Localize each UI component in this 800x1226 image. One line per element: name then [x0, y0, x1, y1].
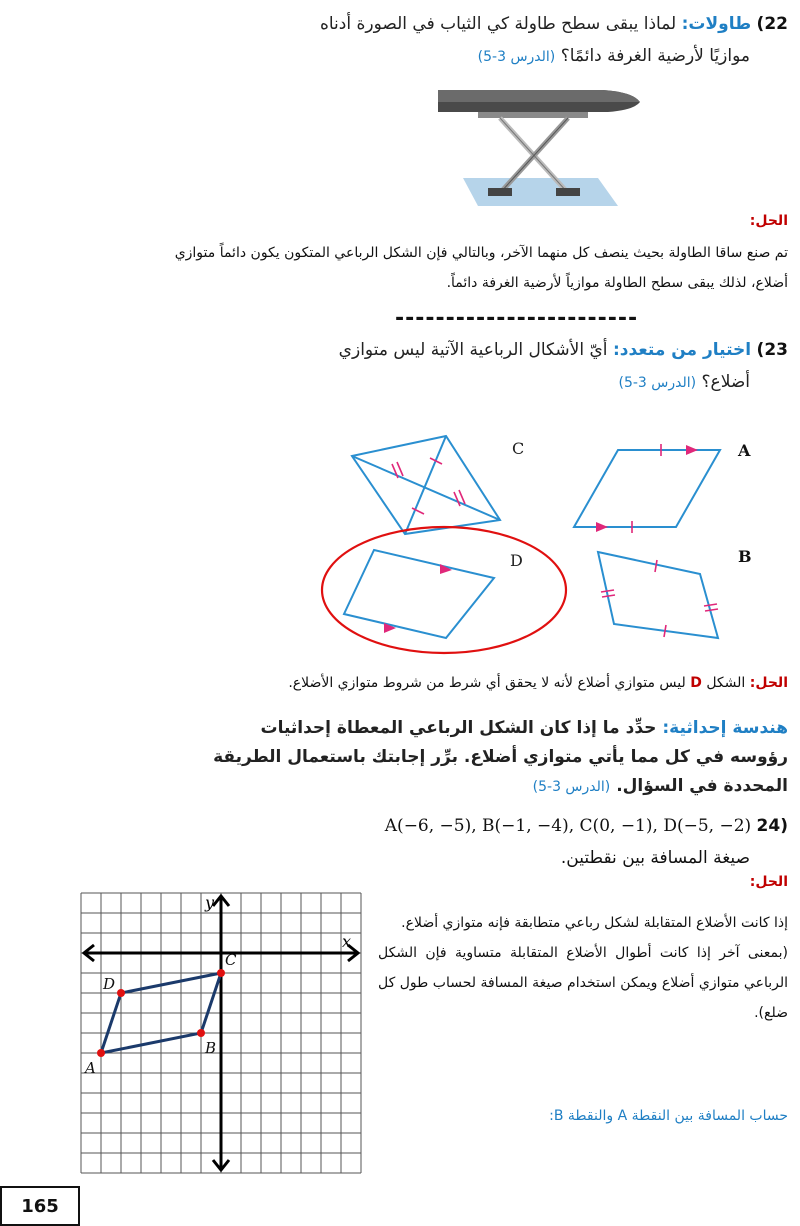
- question-23: [28, 334, 788, 399]
- solution-24-label: الحل:: [749, 874, 788, 890]
- shape-label: A: [738, 441, 751, 460]
- solution-text: (بمعنى آخر إذا كانت أطوال الأضلاع المتقابلة متساوية فإن الشكل الرباعي متوازي أضلاع ويمكن استخدام صيغة المسافة لحساب طول كل ضلع).: [378, 945, 788, 1021]
- answer-letter: D: [690, 675, 702, 691]
- point-label: B: [205, 1039, 217, 1057]
- x-axis-label: x: [342, 932, 352, 951]
- y-axis-label: y: [205, 893, 215, 912]
- point-label: D: [103, 975, 116, 993]
- solution-label: الحل:: [749, 675, 788, 691]
- solution-22: [12, 206, 788, 298]
- question-22: [28, 8, 788, 73]
- question-24: [68, 810, 788, 874]
- page-number: 165: [0, 1186, 80, 1226]
- section-text: رؤوسه في كل مما يأتي متوازي أضلاع. برِّر إجابتك باستعمال الطريقة: [213, 747, 788, 767]
- section-text: حدِّد ما إذا كان الشكل الرباعي المعطاة إحداثيات: [260, 718, 657, 738]
- question-title: طاولات:: [681, 14, 752, 34]
- question-title: اختيار من متعدد:: [612, 340, 752, 360]
- solution-24: [378, 908, 788, 1028]
- separator: ------------------------: [395, 306, 639, 331]
- solution-text: ليس متوازي أضلاع لأنه لا يحقق أي شرط من شروط متوازي الأضلاع.: [288, 675, 686, 691]
- question-text: لماذا يبقى سطح طاولة كي الثياب في الصورة أدناه: [319, 14, 677, 34]
- vertex-coordinates: A(−6, −5), B(−1, −4), C(0, −1), D(−5, −2): [384, 816, 752, 836]
- lesson-reference: (الدرس 3-5): [532, 779, 611, 795]
- quadrilateral-options: [0, 420, 800, 660]
- section-text: المحددة في السؤال.: [616, 776, 788, 796]
- shape-a: [574, 441, 751, 533]
- ironing-table-image: [418, 78, 648, 208]
- lesson-reference: (الدرس 3-5): [618, 375, 697, 391]
- highlight-circle: [322, 527, 566, 653]
- shape-label: B: [738, 547, 752, 566]
- shape-c: [352, 436, 524, 534]
- question-text: أضلاع؟: [701, 372, 750, 392]
- solution-text: الشكل: [706, 675, 746, 691]
- question-text: أيّ الأشكال الرباعية الآتية ليس متوازي: [338, 340, 608, 360]
- point-c: [217, 969, 225, 977]
- question-text: موازيًا لأرضية الغرفة دائمًا؟: [560, 46, 750, 66]
- shape-b: [598, 547, 752, 638]
- distance-heading: حساب المسافة بين النقطة A والنقطة B:: [549, 1108, 788, 1124]
- question-method: صيغة المسافة بين نقطتين.: [560, 848, 750, 868]
- shape-d: [322, 527, 566, 653]
- section-title: هندسة إحداثية:: [662, 718, 788, 738]
- solution-text: [12, 238, 788, 268]
- solution-text: إذا كانت الأضلاع المتقابلة لشكل رباعي متطابقة فإنه متوازي أضلاع.: [401, 915, 788, 931]
- point-d: [117, 989, 125, 997]
- point-a: [97, 1049, 105, 1057]
- solution-label: الحل:: [749, 213, 788, 229]
- section-coordinate-geometry: [68, 714, 788, 802]
- coordinate-graph: [80, 892, 362, 1174]
- shape-label: D: [510, 551, 523, 570]
- point-label: A: [85, 1059, 96, 1077]
- point-b: [197, 1029, 205, 1037]
- shape-label: C: [512, 439, 525, 458]
- solution-23: [12, 668, 788, 698]
- lesson-reference: (الدرس 3-5): [477, 49, 556, 65]
- question-number: (24: [756, 816, 788, 836]
- question-number: 23): [756, 340, 788, 360]
- solution-line: تم صنع ساقا الطاولة بحيث ينصف كل منهما الآخر، وبالتالي فإن الشكل الرباعي المتكون يكون دائماً متوازي: [174, 245, 788, 261]
- solution-line: أضلاع، لذلك يبقى سطح الطاولة موازياً لأرضية الغرفة دائماً.: [446, 275, 788, 291]
- point-label: C: [225, 951, 237, 969]
- question-number: 22): [756, 14, 788, 34]
